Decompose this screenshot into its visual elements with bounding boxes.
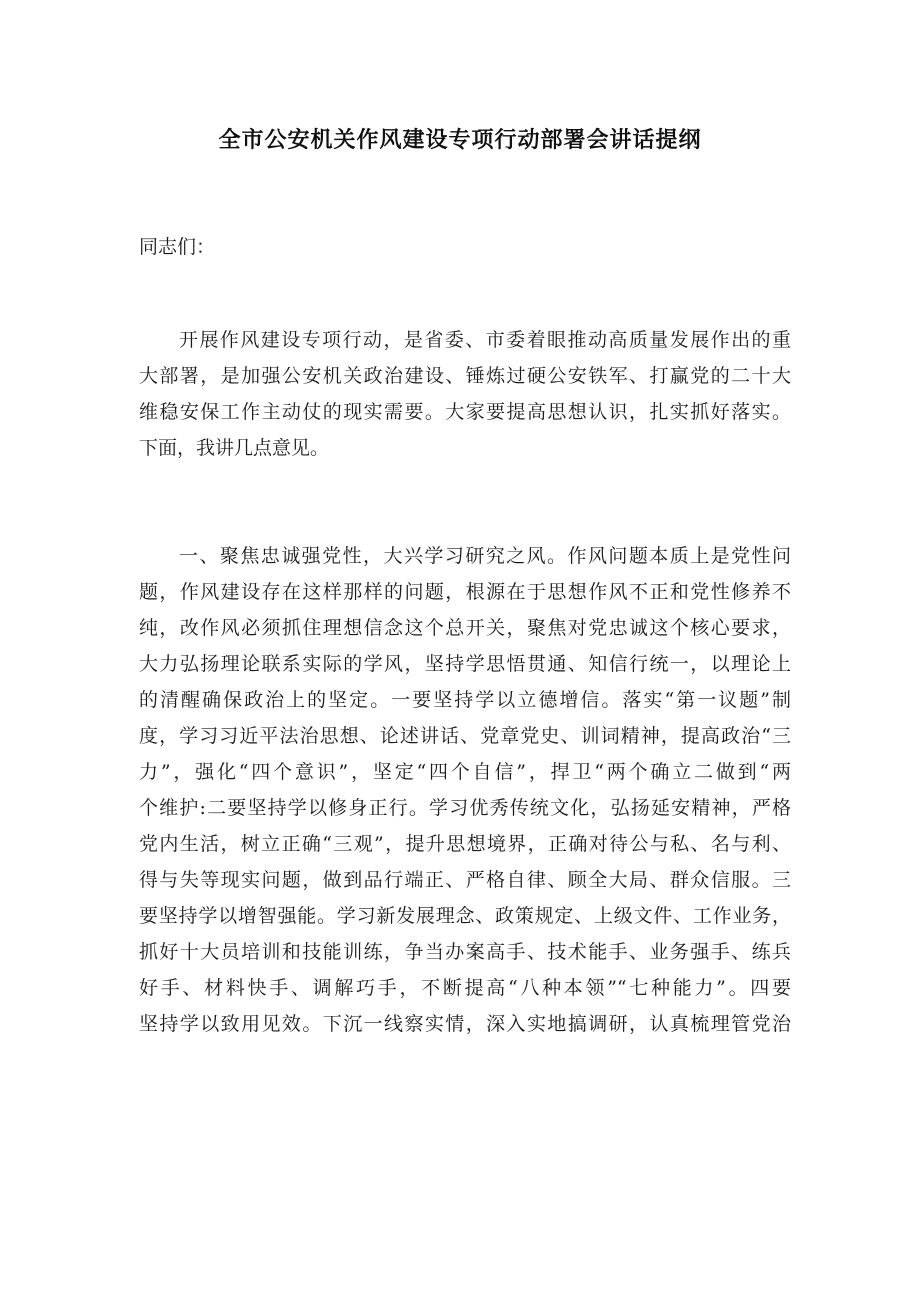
paragraph-section-one (139, 538, 791, 1042)
paragraph-line: 一、聚焦忠诚强党性，大兴学习研究之风。作风问题本质上是党性问 (179, 545, 791, 567)
paragraph-line: 纯，改作风必须抓住理想信念这个总开关，聚焦对党忠诚这个核心要求， (139, 617, 791, 639)
paragraph-line: 抓好十大员培训和技能训练，争当办案高手、技术能手、业务强手、练兵 (139, 941, 791, 963)
paragraph-line: 维稳安保工作主动仗的现实需要。大家要提高思想认识，扎实抓好落实。 (139, 401, 791, 423)
paragraph-line: 坚持学以致用见效。下沉一线察实情，深入实地搞调研，认真梳理管党治 (139, 1013, 791, 1035)
paragraph-line: 大部署，是加强公安机关政治建设、锤炼过硬公安铁军、打赢党的二十大 (139, 365, 791, 387)
paragraph-line: 度，学习习近平法治思想、论述讲话、党章党史、训词精神，提高政治“三 (139, 725, 791, 747)
paragraph-line: 力”，强化“四个意识”，坚定“四个自信”，捍卫“两个确立二做到“两 (139, 761, 791, 783)
paragraph-line: 党内生活，树立正确“三观”，提升思想境界，正确对待公与私、名与利、 (139, 833, 791, 855)
paragraph-line: 得与失等现实问题，做到品行端正、严格自律、顾全大局、群众信服。三 (139, 869, 791, 891)
paragraph-line: 题，作风建设存在这样那样的问题，根源在于思想作风不正和党性修养不 (139, 581, 791, 603)
paragraph-line: 下面，我讲几点意见。 (139, 437, 330, 459)
paragraph-line: 大力弘扬理论联系实际的学风，坚持学思悟贯通、知信行统一，以理论上 (139, 653, 791, 675)
paragraph-line: 开展作风建设专项行动，是省委、市委着眼推动高质量发展作出的重 (179, 329, 791, 351)
paragraph-line: 个维护:二要坚持学以修身正行。学习优秀传统文化，弘扬延安精神，严格 (139, 797, 791, 819)
document-title: 全市公安机关作风建设专项行动部署会讲话提纲 (218, 128, 702, 153)
salutation: 同志们： (139, 236, 216, 258)
paragraph-intro (139, 322, 791, 466)
paragraph-line: 要坚持学以增智强能。学习新发展理念、政策规定、上级文件、工作业务， (139, 905, 791, 927)
paragraph-line: 好手、材料快手、调解巧手，不断提高“八种本领”“七种能力”。四要 (139, 977, 791, 999)
paragraph-line: 的清醒确保政治上的坚定。一要坚持学以立德增信。落实“第一议题”制 (139, 689, 791, 711)
